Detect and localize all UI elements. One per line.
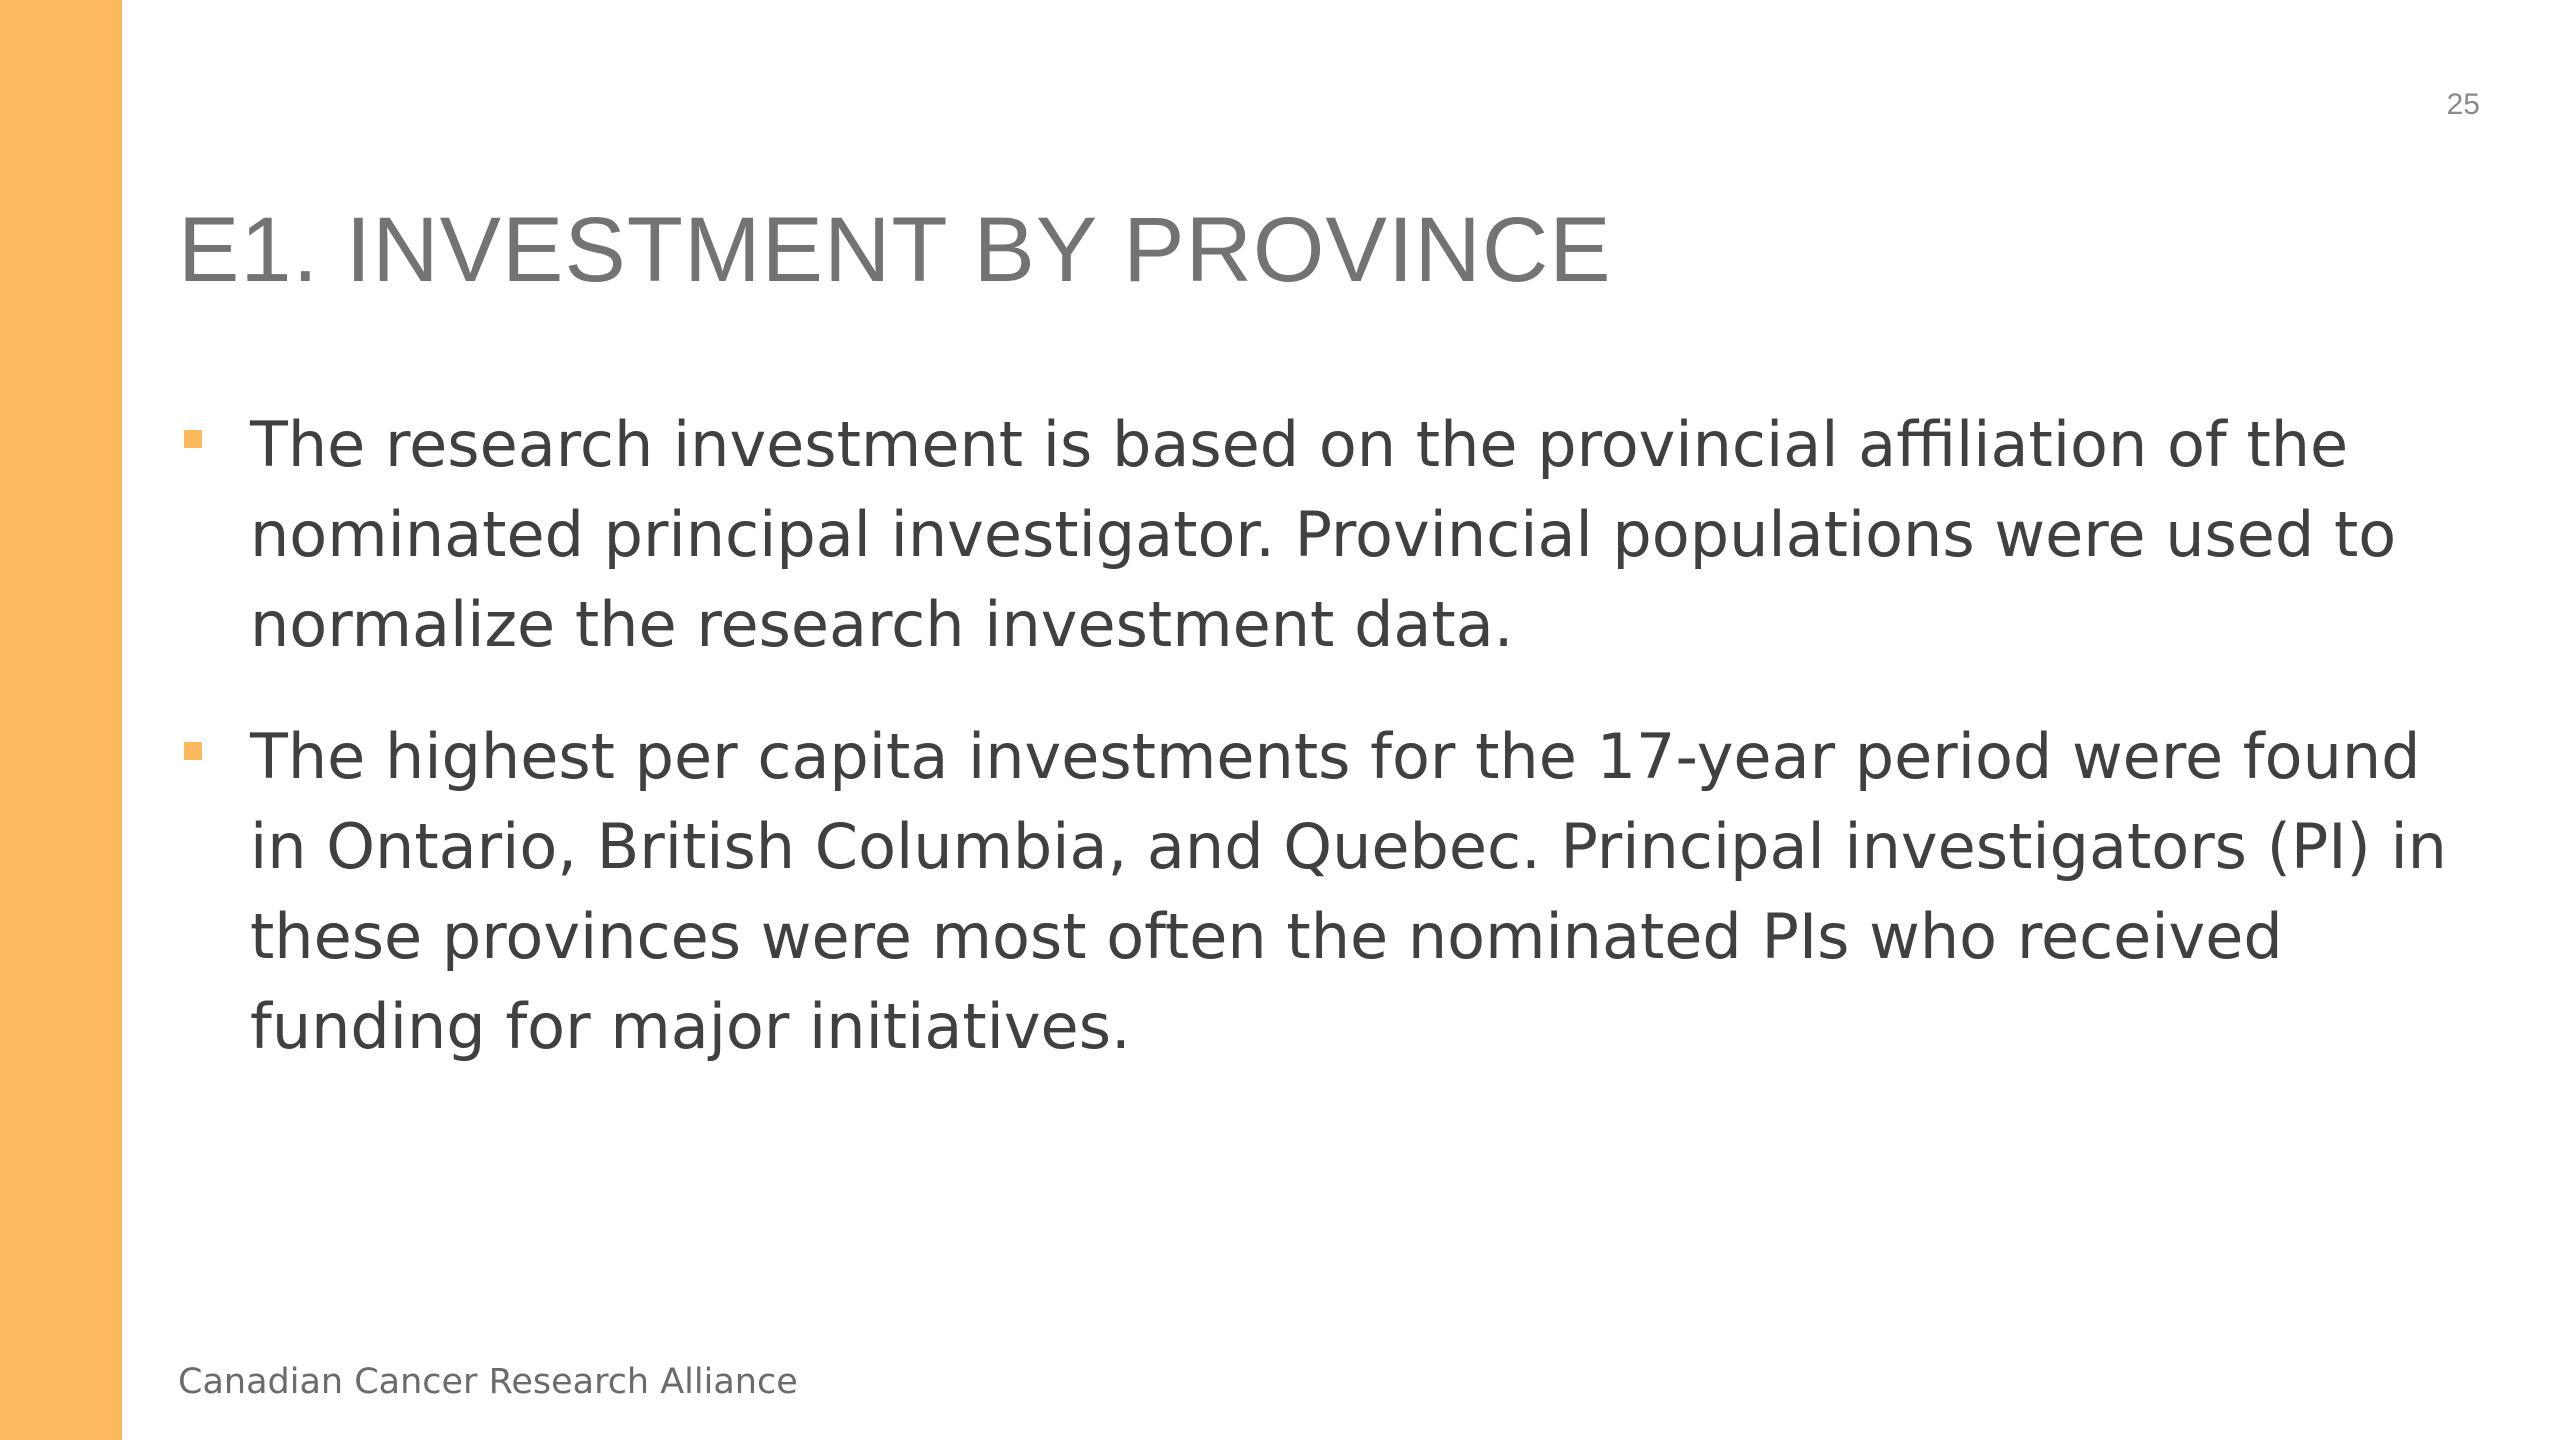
accent-bar bbox=[0, 0, 122, 1440]
bullet-item bbox=[178, 712, 2488, 1072]
page-number: 25 bbox=[2446, 88, 2480, 121]
footer-organization: Canadian Cancer Research Alliance bbox=[178, 1362, 798, 1402]
bullet-list bbox=[178, 400, 2488, 1114]
square-bullet-icon bbox=[184, 430, 202, 448]
square-bullet-icon bbox=[184, 742, 202, 760]
bullet-text: The research investment is based on the provincial affiliation of the nominated principal investigator. Provincial populations were used to normalize the research investment data. bbox=[250, 408, 2397, 661]
bullet-item bbox=[178, 400, 2488, 670]
slide-title: E1. INVESTMENT BY PROVINCE bbox=[178, 199, 1612, 301]
bullet-text: The highest per capita investments for the 17-year period were found in Ontario, British Columbia, and Quebec. Principal investigators (PI) in these provinces were most often the nominated PIs who received funding for major initiatives. bbox=[250, 720, 2447, 1063]
